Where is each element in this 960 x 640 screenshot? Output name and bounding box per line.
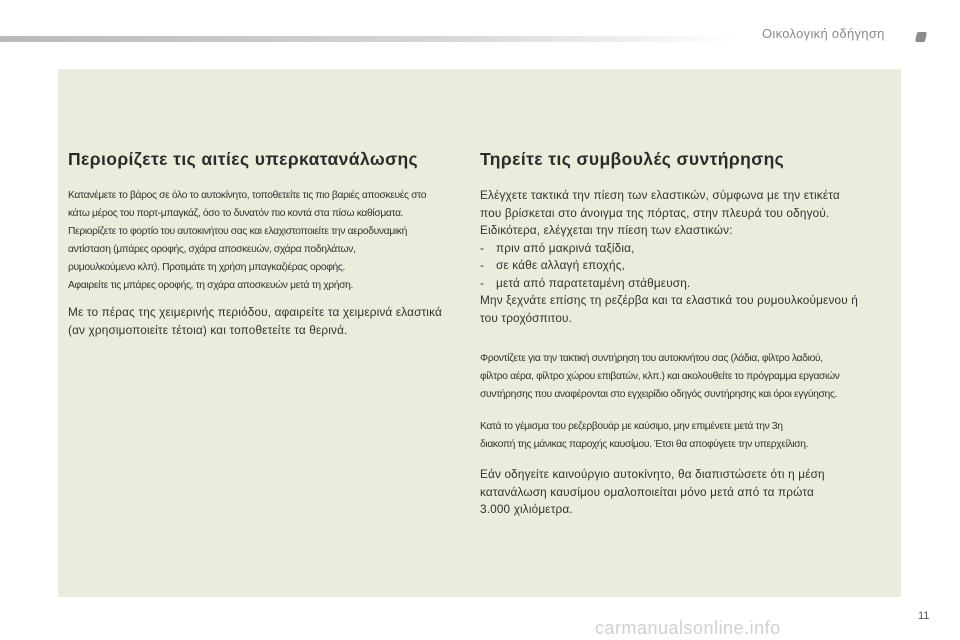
list-marker: - — [480, 258, 485, 272]
left-paragraph-load — [68, 187, 463, 295]
text-line: Αφαιρείτε τις μπάρες οροφής, τη σχάρα αποσκευών μετά τη χρήση. — [68, 280, 354, 291]
text-line: Περιορίζετε το φορτίο του αυτοκινήτου σας και ελαχιστοποιείτε την αεροδυναμική — [68, 226, 407, 237]
list-item-text: μετά από παρατεταμένη στάθμευση. — [496, 275, 691, 290]
text-line: κατανάλωση καυσίμου ομαλοποιείται μόνο μετά από τα πρώτα — [480, 484, 814, 499]
list-item — [480, 275, 880, 293]
list-marker: - — [480, 240, 485, 255]
header-rule — [0, 36, 740, 42]
left-column — [68, 149, 463, 339]
watermark: carmanualsonline.info — [595, 618, 781, 638]
list-marker: - — [480, 275, 485, 290]
right-paragraph-maintenance — [480, 350, 880, 404]
right-column — [480, 149, 880, 519]
text-line: Μην ξεχνάτε επίσης τη ρεζέρβα και τα ελαστικά του ρυμουλκούμενου ή — [480, 293, 858, 307]
section-marker-icon — [915, 32, 927, 42]
content-panel — [58, 69, 901, 597]
text-line: του τροχόσπιτου. — [480, 310, 573, 325]
text-line: Κατά το γέμισμα του ρεζερβουάρ με καύσιμο, μην επιμένετε μετά την 3η — [480, 421, 783, 432]
right-paragraph-refuelling — [480, 418, 880, 454]
text-line: φίλτρο αέρα, φίλτρο χώρου επιβατών, κλπ.) και ακολουθείτε το πρόγραμμα εργασιών — [480, 371, 840, 382]
text-line: ρυμουλκούμενο κλπ). Προτιμάτε τη χρήση μπαγκαζιέρας οροφής. — [68, 262, 346, 273]
text-line: διακοπή της μάνικας παροχής καυσίμου. Έτσι θα αποφύγετε την υπερχείλιση. — [480, 439, 809, 450]
section-title: Οικολογική οδήγηση — [762, 26, 885, 41]
right-paragraph-tyre-pressure — [480, 187, 880, 327]
text-line: Κατανέμετε το βάρος σε όλο το αυτοκίνητο, τοποθετείτε τις πιο βαριές αποσκευές στο — [68, 190, 427, 201]
text-line: κάτω μέρος του πορτ-μπαγκάζ, όσο το δυνατόν πιο κοντά στα πίσω καθίσματα. — [68, 208, 404, 219]
list-item — [480, 257, 880, 275]
list-item — [480, 240, 880, 258]
text-line: συντήρησης που αναφέρονται στο εγχειρίδιο οδηγός συντήρησης και όροι εγγύησης. — [480, 389, 838, 400]
text-line: Εάν οδηγείτε καινούργιο αυτοκίνητο, θα διαπιστώσετε ότι η μέση — [480, 467, 825, 481]
text-line: Ειδικότερα, ελέγχεται την πίεση των ελαστικών: — [480, 223, 733, 237]
left-paragraph-tyres — [68, 304, 463, 339]
text-line: 3.000 χιλιόμετρα. — [480, 502, 573, 516]
page-number: 11 — [918, 610, 930, 622]
text-line: Ελέγχετε τακτικά την πίεση των ελαστικών, σύμφωνα με την ετικέτα — [480, 188, 840, 202]
right-heading: Τηρείτε τις συμβουλές συντήρησης — [480, 149, 785, 169]
text-line: Φροντίζετε για την τακτική συντήρηση του αυτοκινήτου σας (λάδια, φίλτρο λαδιού, — [480, 353, 823, 364]
text-line: Με το πέρας της χειμερινής περιόδου, αφαιρείτε τα χειμερινά ελαστικά — [68, 305, 442, 319]
text-line: αντίσταση (μπάρες οροφής, σχάρα αποσκευών, σχάρα ποδηλάτων, — [68, 244, 356, 255]
list-item-text: πριν από μακρινά ταξίδια, — [496, 240, 635, 255]
right-paragraph-new-car — [480, 466, 880, 519]
list-item-text: σε κάθε αλλαγή εποχής, — [496, 258, 625, 272]
left-heading: Περιορίζετε τις αιτίες υπερκατανάλωσης — [68, 149, 419, 169]
text-line: που βρίσκεται στο άνοιγμα της πόρτας, στην πλευρά του οδηγού. — [480, 205, 830, 220]
text-line: (αν χρησιμοποιείτε τέτοια) και τοποθετείτε τα θερινά. — [68, 322, 348, 337]
